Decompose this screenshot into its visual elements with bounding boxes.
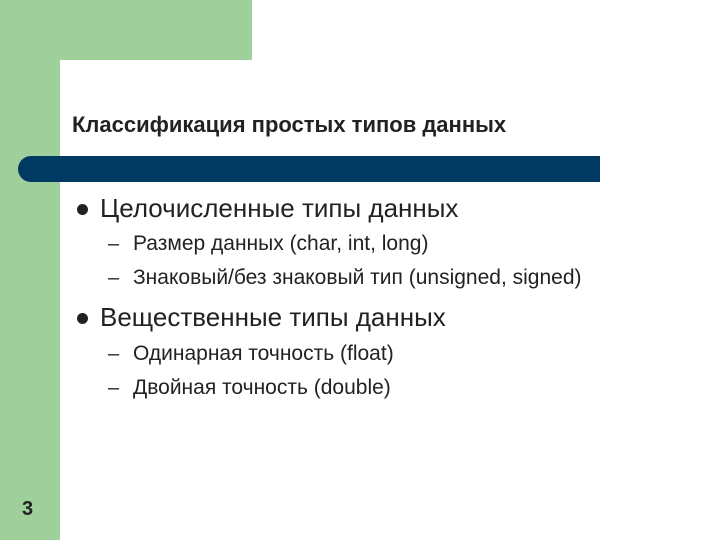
slide-title: Классификация простых типов данных xyxy=(72,112,507,137)
title-underline-bar xyxy=(18,156,600,182)
sub-bullet-dash: – xyxy=(108,377,120,399)
sub-bullet-dash: – xyxy=(108,233,120,255)
bullet-dot-1 xyxy=(77,204,88,215)
sub-bullet-1-1-text: Размер данных (char, int, long) xyxy=(133,232,429,255)
sub-bullet-dash: – xyxy=(108,267,120,289)
bullet-dot-2 xyxy=(77,313,88,324)
sub-bullet-2-2-text: Двойная точность (double) xyxy=(133,376,391,399)
sub-bullet-1-2-text: Знаковый/без знаковый тип (unsigned, signed) xyxy=(133,266,582,289)
left-accent-band xyxy=(0,0,60,540)
sub-bullet-2-1-text: Одинарная точность (float) xyxy=(133,342,394,365)
top-accent-band xyxy=(0,0,252,60)
sub-bullet-dash: – xyxy=(108,343,120,365)
page-number: 3 xyxy=(22,498,34,520)
bullet-2-text: Вещественные типы данных xyxy=(100,302,446,332)
bullet-1-text: Целочисленные типы данных xyxy=(100,193,459,223)
